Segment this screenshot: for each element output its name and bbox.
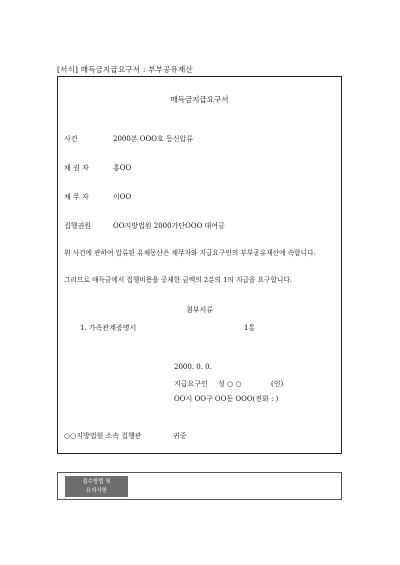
body-paragraph-2: 그러므로 매득금에서 집행비용을 공제한 금액의 2분의 1의 지급을 요구합니다. bbox=[64, 276, 292, 284]
attachment-count: 1통 bbox=[244, 324, 256, 332]
notes-label-line1: 접수방법 및 bbox=[82, 479, 111, 485]
case-value: 2000본 OOO호 등신압류 bbox=[113, 135, 194, 143]
body-paragraph-1: 위 사건에 관하여 압류된 유체동산은 채무자와 지급요구인의 부부공유재산에 속합니다. bbox=[64, 249, 316, 257]
attachments-title: 첨부서류 bbox=[185, 306, 214, 314]
execution-title-value: OO지방법원 2000가단OOO 대여금 bbox=[113, 222, 225, 230]
requester-address: OO시 OO구 OO동 OOO(전화 : ) bbox=[174, 395, 279, 403]
addressee-court: ○○지방법원 소속 집행관 bbox=[64, 432, 142, 440]
page-heading: [서식] 매득금지급요구서 : 부부공유재산 bbox=[57, 65, 193, 74]
document-date: 2000. 0. 0. bbox=[174, 363, 212, 371]
notes-section bbox=[57, 472, 342, 500]
creditor-label: 채 권 자 bbox=[64, 164, 89, 172]
notes-label bbox=[65, 476, 128, 497]
document-form bbox=[57, 76, 342, 454]
addressee-suffix: 귀중 bbox=[173, 432, 187, 440]
requester-name: 성 ○ ○ bbox=[218, 380, 242, 388]
notes-label-line2: 유의사항 bbox=[85, 488, 108, 494]
requester-label: 지급요구인 bbox=[174, 380, 208, 388]
document-title: 매득금지급요구서 bbox=[170, 95, 229, 104]
attachment-item: 1. 가족관계증명서 bbox=[80, 324, 137, 332]
debtor-value: 이OO bbox=[113, 193, 132, 201]
creditor-value: 홍OO bbox=[113, 164, 132, 172]
debtor-label: 채 무 자 bbox=[64, 193, 89, 201]
requester-seal: (인) bbox=[271, 380, 284, 388]
case-label: 사건 bbox=[64, 135, 78, 143]
execution-title-label: 집행권원 bbox=[64, 222, 92, 230]
